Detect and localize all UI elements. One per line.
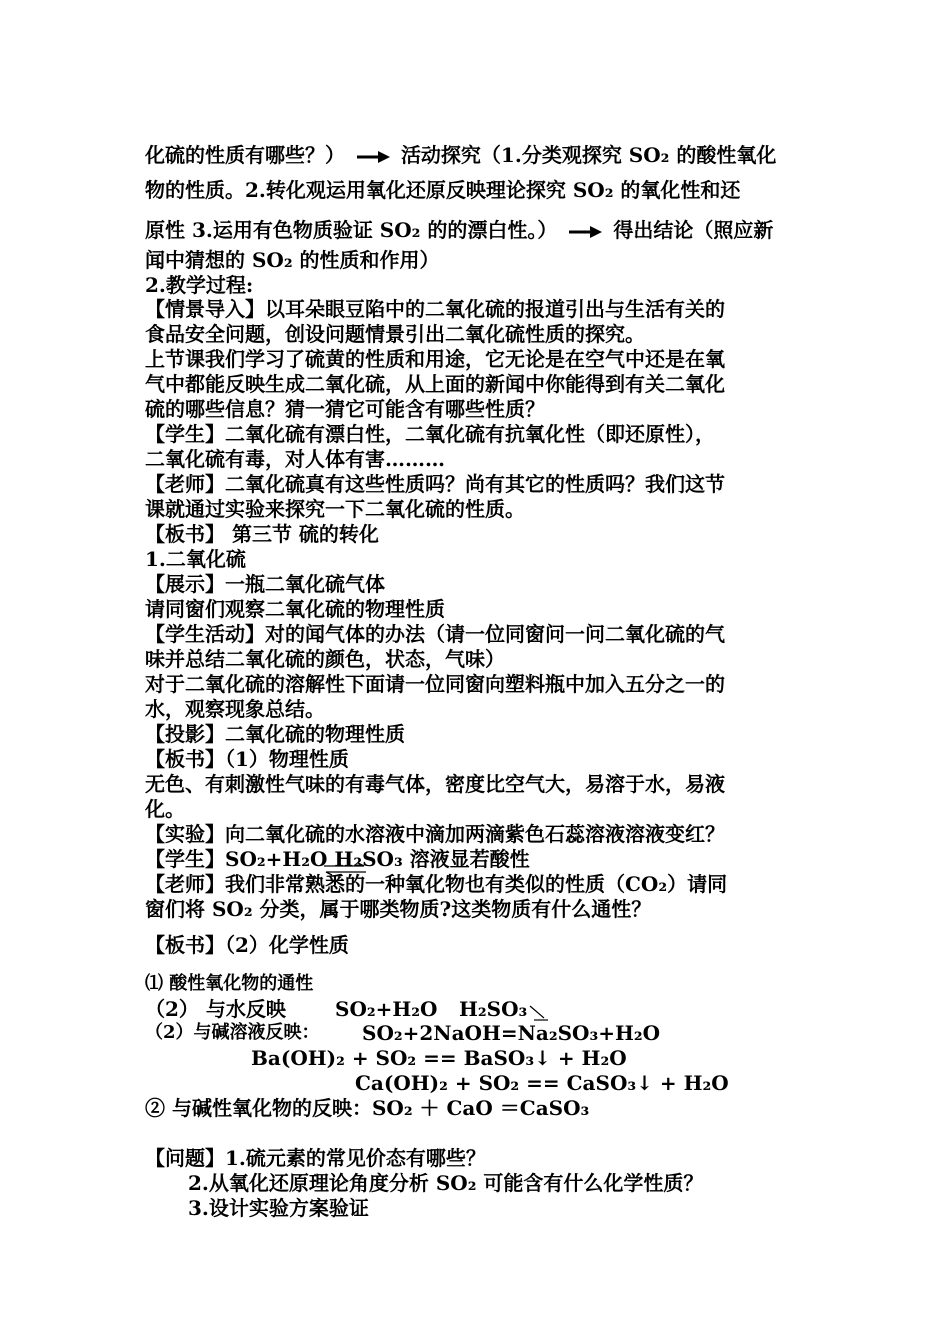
text-line: 【投影】二氧化硫的物理性质 bbox=[145, 722, 405, 746]
text-line: 3.设计实验方案验证 bbox=[188, 1196, 369, 1220]
text-line: 化。 bbox=[145, 797, 185, 821]
text-line: （2）与碱溶液反映： bbox=[145, 1022, 320, 1043]
text-line: 【展示】一瓶二氧化硫气体 bbox=[145, 572, 385, 596]
text-line: 【板书】（1）物理性质 bbox=[145, 747, 349, 771]
text-line: 气中都能反映生成二氧化硫，从上面的新闻中你能得到有关二氧化 bbox=[145, 372, 725, 396]
text-fragment: 得出结论（照应新 bbox=[613, 218, 774, 242]
text-line: 窗们将 SO₂ 分类，属于哪类物质?这类物质有什么通性？ bbox=[145, 897, 652, 921]
text-line: 【情景导入】以耳朵眼豆陷中的二氧化硫的报道引出与生活有关的 bbox=[145, 297, 725, 321]
text-line: 无色、有刺激性气味的有毒气体，密度比空气大，易溶于水，易液 bbox=[145, 772, 725, 796]
right-arrow-icon bbox=[568, 225, 602, 239]
text-line: 【学生活动】对的闻气体的办法（请一位同窗问一问二氧化硫的气 bbox=[145, 622, 725, 646]
equation-products: H₂SO₃ bbox=[459, 997, 528, 1021]
text-line: 【学生】二氧化硫有漂白性，二氧化硫有抗氧化性（即还原性）， bbox=[145, 422, 715, 446]
text-line: 1.二氧化硫 bbox=[145, 547, 246, 571]
text-line: 味并总结二氧化硫的颜色，状态，气味） bbox=[145, 647, 505, 671]
text-line bbox=[145, 143, 815, 167]
text-line: 【老师】二氧化硫真有这些性质吗？尚有其它的性质吗？我们这节 bbox=[145, 472, 725, 496]
text-line: 二氧化硫有毒，对人体有害……… bbox=[145, 447, 445, 471]
text-line: ② 与碱性氧化物的反映：SO₂ ＋ CaO ＝CaSO₃ bbox=[145, 1096, 590, 1120]
text-line: 硫的哪些信息？猜一猜它可能含有哪些性质？ bbox=[145, 397, 545, 421]
text-fragment: 化硫的性质有哪些？） bbox=[145, 143, 345, 167]
text-fragment: 活动探究（1.分类观探究 SO₂ 的酸性氧化 bbox=[400, 143, 777, 167]
text-line: 物的性质。2.转化观运用氧化还原反映理论探究 SO₂ 的氧化性和还 bbox=[145, 178, 741, 202]
text-line bbox=[145, 218, 815, 242]
equation-naoh: SO₂+2NaOH=Na₂SO₃+H₂O bbox=[362, 1021, 661, 1045]
text-line: 对于二氧化硫的溶解性下面请一位同窗向塑料瓶中加入五分之一的 bbox=[145, 672, 725, 696]
text-line: 课就通过实验来探究一下二氧化硫的性质。 bbox=[145, 497, 525, 521]
text-line: 【板书】 第三节 硫的转化 bbox=[145, 522, 379, 546]
text-line: 【学生】SO₂+H₂O H₂SO₃ 溶液显若酸性 bbox=[145, 847, 530, 871]
diagonal-arrow-icon bbox=[528, 1004, 550, 1022]
right-arrow-icon bbox=[356, 150, 390, 164]
text-fragment: 原性 3.运用有色物质验证 SO₂ 的的漂白性。） bbox=[145, 218, 558, 242]
text-line: 【板书】（2）化学性质 bbox=[145, 933, 349, 957]
text-fragment: （2） 与水反映 bbox=[145, 997, 286, 1021]
text-line: 上节课我们学习了硫黄的性质和用途，它无论是在空气中还是在氧 bbox=[145, 347, 725, 371]
text-line: 【老师】我们非常熟悉的一种氧化物也有类似的性质（CO₂）请同 bbox=[145, 872, 728, 896]
text-line: 2.从氧化还原理论角度分析 SO₂ 可能含有什么化学性质？ bbox=[188, 1171, 704, 1195]
text-line: 【实验】向二氧化硫的水溶液中滴加两滴紫色石蕊溶液溶液变红？ bbox=[145, 822, 725, 846]
text-line: ⑴ 酸性氧化物的通性 bbox=[145, 973, 314, 994]
equation-baoh2: Ba(OH)₂ + SO₂ == BaSO₃↓ + H₂O bbox=[251, 1046, 627, 1070]
equation-reactants: SO₂+H₂O bbox=[335, 997, 438, 1021]
text-line: 请同窗们观察二氧化硫的物理性质 bbox=[145, 597, 445, 621]
text-line: 水，观察现象总结。 bbox=[145, 697, 325, 721]
text-line: 2.教学过程: bbox=[145, 273, 254, 297]
text-line: 闻中猜想的 SO₂ 的性质和作用） bbox=[145, 248, 440, 272]
text-line: 食品安全问题，创设问题情景引出二氧化硫性质的探究。 bbox=[145, 322, 645, 346]
equation-caoh2: Ca(OH)₂ + SO₂ == CaSO₃↓ + H₂O bbox=[355, 1071, 729, 1095]
text-line: 【问题】1.硫元素的常见价态有哪些？ bbox=[145, 1146, 486, 1170]
